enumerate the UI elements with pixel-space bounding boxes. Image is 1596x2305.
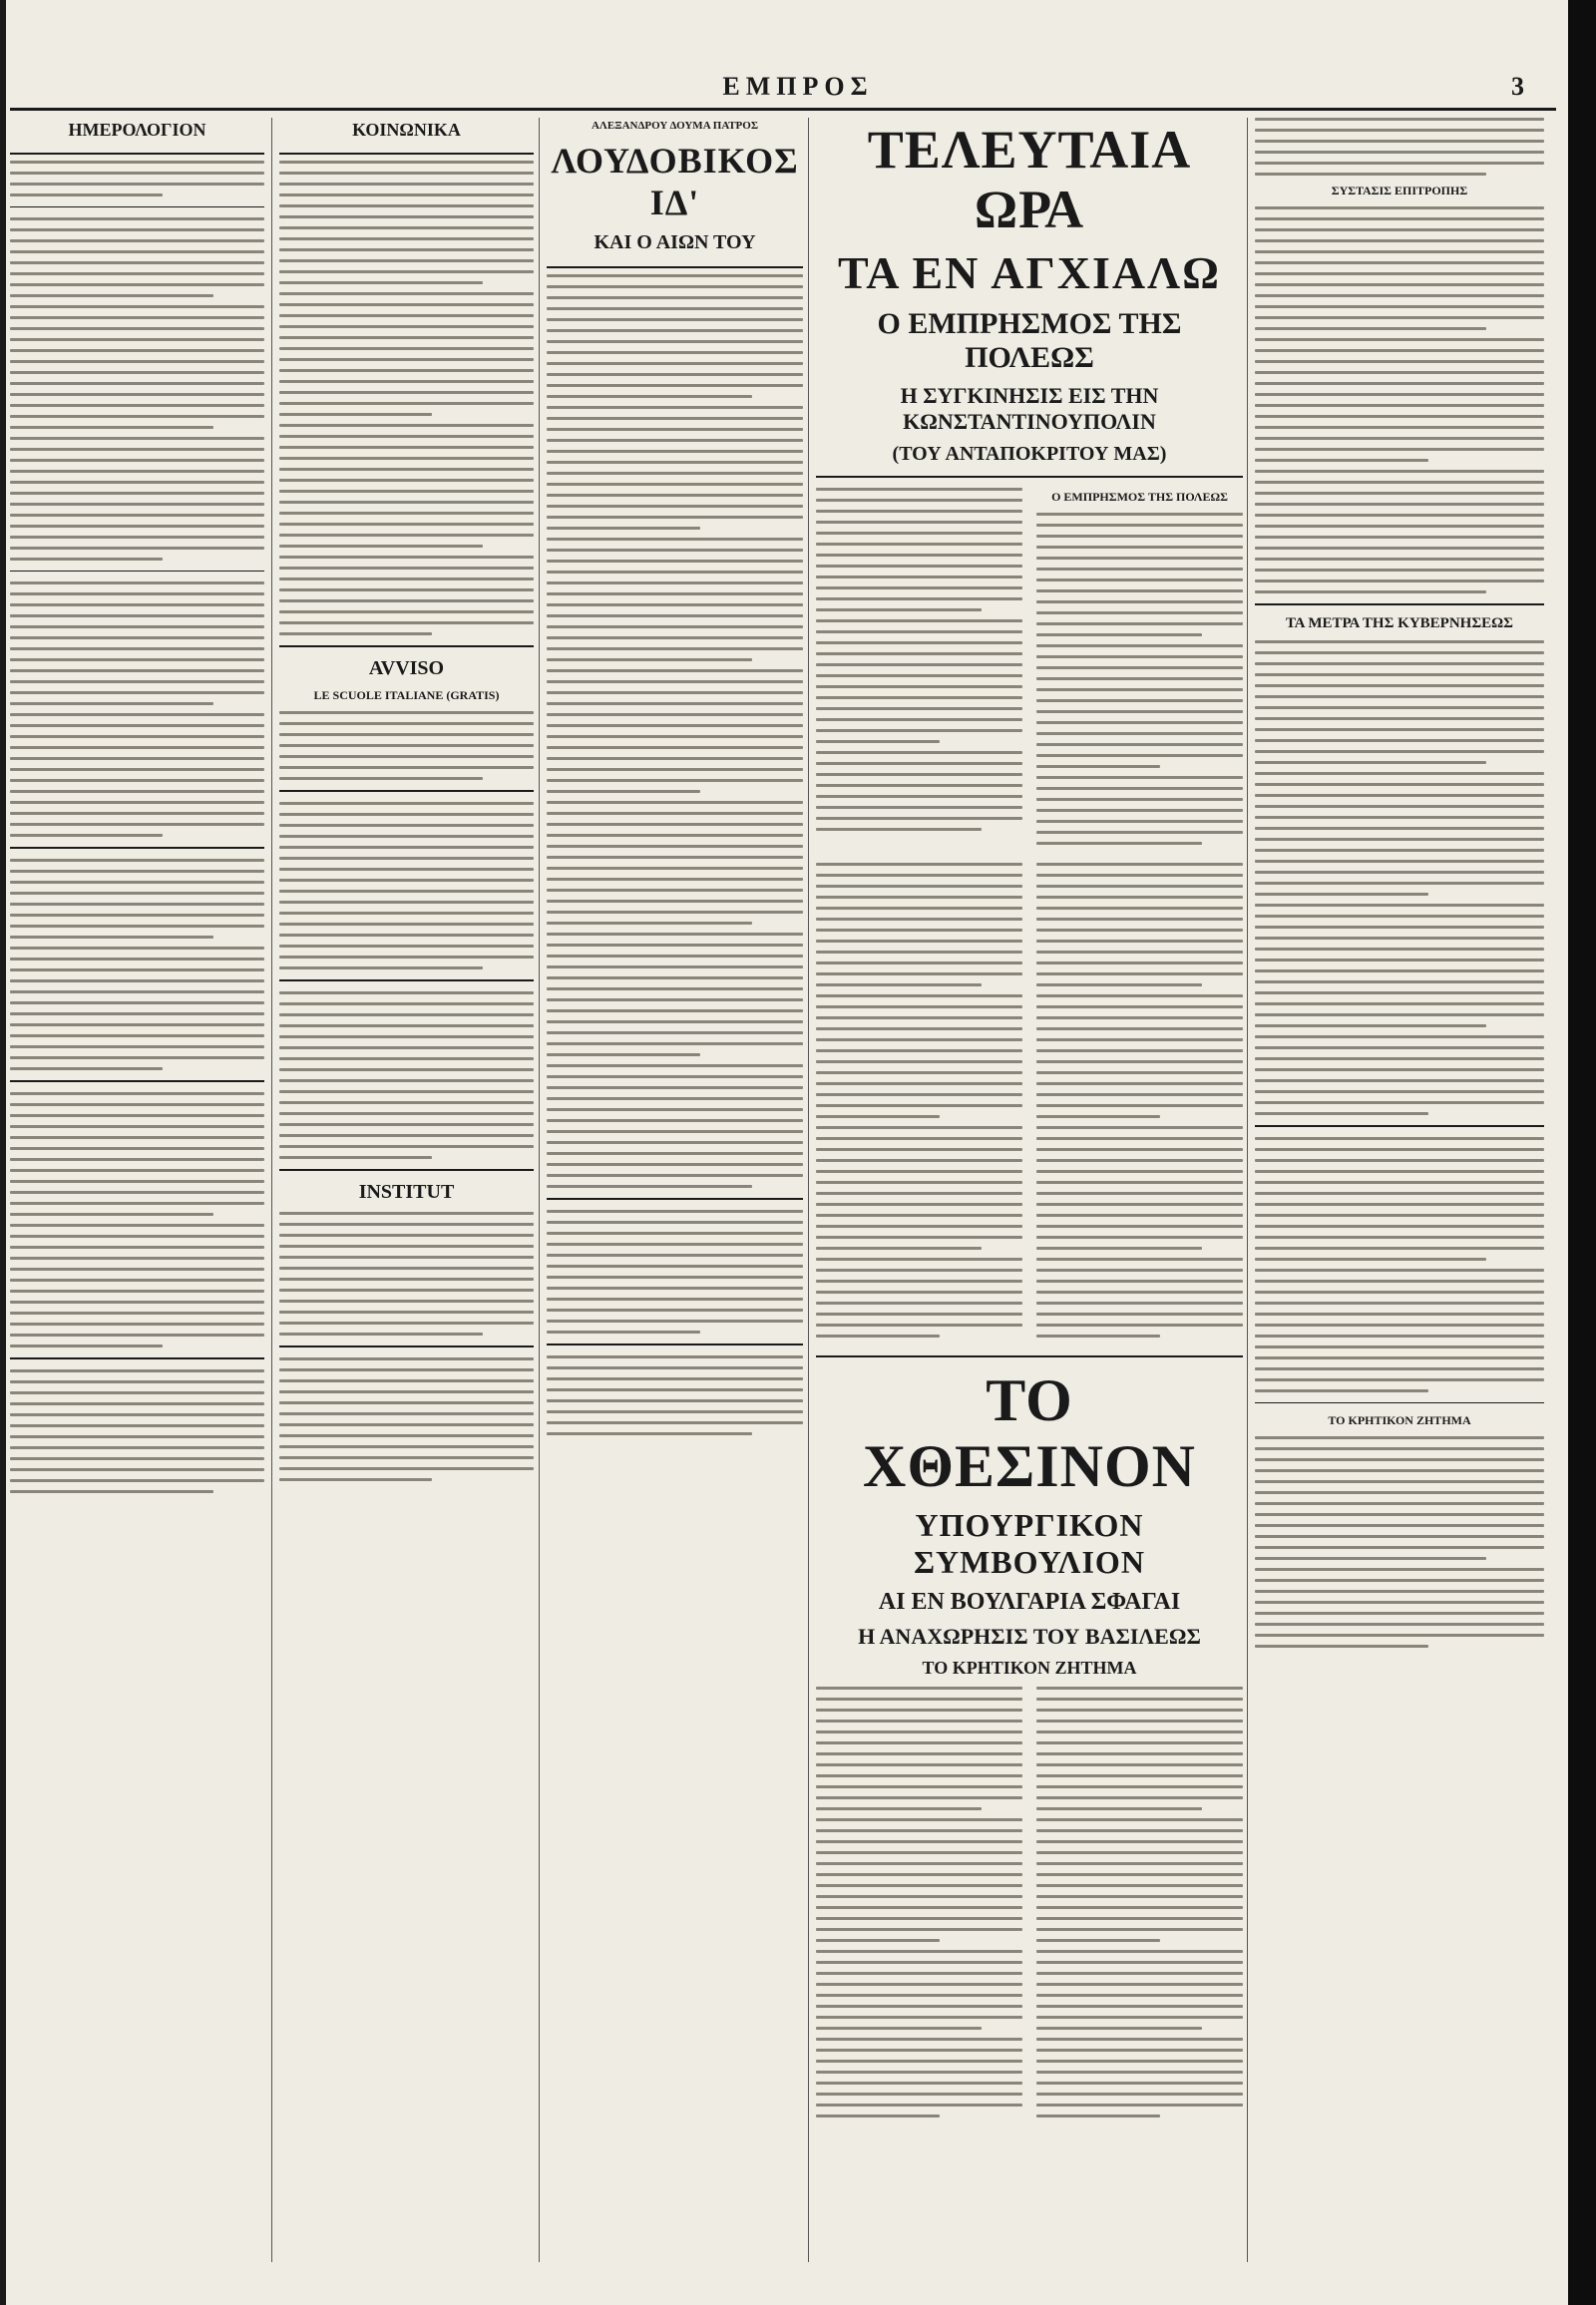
subhead-government-measures: ΤΑ ΜΕΤΡΑ ΤΗΣ ΚΥΒΕΡΝΗΣΕΩΣ: [1286, 615, 1513, 631]
headline-correspondent: (ΤΟΥ ΑΝΤΑΠΟΚΡΙΤΟΥ ΜΑΣ): [892, 443, 1167, 465]
headline-king: Η ΑΝΑΧΩΡΗΣΙΣ ΤΟΥ ΒΑΣΙΛΕΩΣ: [858, 1624, 1201, 1649]
headline-fire: Ο ΕΜΠΡΗΣΜΟΣ ΤΗΣ ΠΟΛΕΩΣ: [877, 307, 1182, 374]
subhead-crete: ΤΟ ΚΡΗΤΙΚΟΝ ΖΗΤΗΜΑ: [1328, 1413, 1471, 1427]
serial-title: ΛΟΥΔΟΒΙΚΟΣ ΙΔ': [551, 141, 799, 222]
column-3: [547, 118, 803, 2262]
columns: [10, 118, 1556, 2262]
headline-constantinople: Η ΣΥΓΚΙΝΗΣΙΣ ΕΙΣ ΤΗΝ ΚΩΝΣΤΑΝΤΙΝΟΥΠΟΛΙΝ: [900, 383, 1159, 434]
column-rule: [1247, 118, 1248, 2262]
avviso-subtitle: LE SCUOLE ITALIANE (GRATIS): [313, 688, 500, 702]
column-5-text: [1255, 118, 1544, 1648]
headline-bulgaria: ΑΙ ΕΝ ΒΟΥΛΓΑΡΙΑ ΣΦΑΓΑΙ: [878, 1589, 1181, 1615]
masthead-rule: [10, 108, 1556, 111]
serial-subtitle: ΚΑΙ Ο ΑΙΩΝ ΤΟΥ: [594, 231, 756, 253]
column-1-header: ΗΜΕΡΟΛΟΓΙΟΝ: [68, 120, 206, 140]
column-rule: [808, 118, 809, 2262]
column-2: [279, 118, 534, 2262]
page-left-edge: [0, 0, 6, 2305]
column-rule: [271, 118, 272, 2262]
column-4-text-mid: [816, 863, 1243, 1345]
column-2-text: [279, 161, 534, 1481]
column-4-text-bottom: [816, 1687, 1243, 2125]
headline-yesterday: ΤΟ ΧΘΕΣΙΝΟΝ: [863, 1367, 1196, 1499]
subhead-fire: Ο ΕΜΠΡΗΣΜΟΣ ΤΗΣ ΠΟΛΕΩΣ: [1051, 490, 1228, 504]
column-rule: [539, 118, 540, 2262]
column-3-text: [547, 274, 803, 1435]
page-number: 3: [1511, 72, 1524, 101]
subhead-committee: ΣΥΣΤΑΣΙΣ ΕΠΙΤΡΟΠΗΣ: [1331, 184, 1468, 197]
avviso-title: AVVISO: [368, 657, 445, 679]
serial-author: ΑΛΕΞΑΝΔΡΟΥ ΔΟΥΜΑ ΠΑΤΡΟΣ: [591, 120, 759, 132]
column-5: [1255, 118, 1544, 2262]
headline-crete: ΤΟ ΚΡΗΤΙΚΟΝ ΖΗΤΗΜΑ: [922, 1658, 1137, 1678]
column-1-text: [10, 161, 264, 1493]
headline-cabinet: ΥΠΟΥΡΓΙΚΟΝ ΣΥΜΒΟΥΛΙΟΝ: [914, 1507, 1145, 1580]
headline-last-hour: ΤΕΛΕΥΤΑΙΑ ΩΡΑ: [867, 120, 1192, 239]
column-1: [10, 118, 264, 2262]
headline-anchialos: ΤΑ ΕΝ ΑΓΧΙΑΛΩ: [838, 247, 1221, 298]
column-4: [816, 118, 1243, 2262]
newspaper-title: ΕΜΠΡΟΣ: [722, 72, 874, 101]
column-2-header: ΚΟΙΝΩΝΙΚΑ: [352, 120, 461, 140]
page-right-edge: [1568, 0, 1596, 2305]
column-4-text-top: [816, 488, 1243, 853]
institut-title: INSTITUT: [358, 1181, 455, 1203]
masthead: [0, 0, 1596, 110]
